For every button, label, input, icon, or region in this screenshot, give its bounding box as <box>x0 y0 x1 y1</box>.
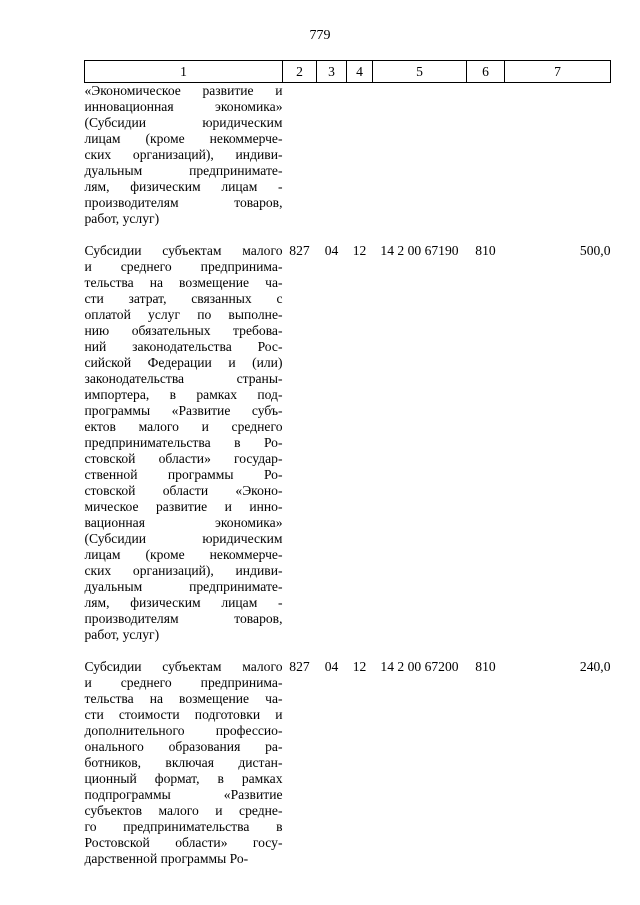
target-article-code: 14 2 00 67200 <box>380 659 459 674</box>
description-line: тельства на возмещение ча- <box>84 691 283 706</box>
expense-type-code: 810 <box>475 243 496 258</box>
description-line: дуальным предпринимате- <box>84 579 283 594</box>
description-line: стовской области» государ- <box>84 451 283 466</box>
description-line: и среднего предпринима- <box>84 675 283 690</box>
description-line: вационная экономика» <box>84 515 283 530</box>
description-line: работ, услуг) <box>84 627 160 642</box>
description-line: «Экономическое развитие и <box>84 83 283 98</box>
description-line: стовской области «Эконо- <box>84 483 283 498</box>
grbs-code: 827 <box>289 243 310 258</box>
description-line: дуальным предпринимате- <box>84 163 283 178</box>
description-line: производителям товаров, <box>84 611 283 626</box>
description-line: (Субсидии юридическим <box>84 531 283 546</box>
description-line: сти стоимости подготовки и <box>84 707 283 722</box>
description-line: оплатой услуг по выполне- <box>84 307 283 322</box>
description-line: ских организаций), индиви- <box>84 563 283 578</box>
description-line: инновационная экономика» <box>84 99 283 114</box>
subsection-code: 12 <box>352 659 367 674</box>
description-line: сийской Федерации и (или) <box>84 355 283 370</box>
description-line: ний законодательства Рос- <box>84 339 283 354</box>
table-row <box>85 83 611 244</box>
description-line: программы «Развитие субъ- <box>84 403 283 418</box>
row-description <box>85 659 283 883</box>
table-header-row <box>85 61 611 83</box>
target-article-code: 14 2 00 67190 <box>380 243 459 258</box>
table-row <box>85 659 611 883</box>
subsection-code <box>347 83 373 244</box>
row-description <box>85 243 283 659</box>
description-line: ционный формат, в рамках <box>84 771 283 786</box>
description-line: сти затрат, связанных с <box>84 291 283 306</box>
description-line: ектов малого и среднего <box>84 419 283 434</box>
grbs-code <box>283 83 317 244</box>
amount-value: 240,0 <box>579 659 611 674</box>
description-line: го предпринимательства в <box>84 819 283 834</box>
expense-type-code: 810 <box>475 659 496 674</box>
amount-value: 500,0 <box>579 243 611 258</box>
description-line: законодательства страны- <box>84 371 283 386</box>
description-line: мическое развитие и инно- <box>84 499 283 514</box>
description-line: Субсидии субъектам малого <box>84 243 283 258</box>
expense-type-code <box>467 83 505 244</box>
description-line: тельства на возмещение ча- <box>84 275 283 290</box>
row-description <box>85 83 283 244</box>
description-line: импортера, в рамках под- <box>84 387 283 402</box>
header-col-2: 2 <box>283 61 317 83</box>
budget-table <box>84 60 611 883</box>
description-line: лицам (кроме некоммерче- <box>84 131 283 146</box>
description-line: подпрограммы «Развитие <box>84 787 283 802</box>
header-col-5: 5 <box>373 61 467 83</box>
header-col-4: 4 <box>347 61 373 83</box>
description-line: ских организаций), индиви- <box>84 147 283 162</box>
header-col-6: 6 <box>467 61 505 83</box>
header-col-1: 1 <box>85 61 283 83</box>
header-col-3: 3 <box>317 61 347 83</box>
description-line: дарственной программы Ро- <box>84 851 249 866</box>
description-line: Субсидии субъектам малого <box>84 659 283 674</box>
subsection-code: 12 <box>352 243 367 258</box>
target-article-code <box>373 83 467 244</box>
section-code: 04 <box>324 243 339 258</box>
section-code: 04 <box>324 659 339 674</box>
description-line: (Субсидии юридическим <box>84 115 283 130</box>
description-line: лям, физическим лицам - <box>84 179 283 194</box>
amount-value <box>505 83 611 244</box>
description-line: нию обязательных требова- <box>84 323 283 338</box>
description-line: предпринимательства в Ро- <box>84 435 283 450</box>
page-number: 779 <box>309 28 331 43</box>
description-line: дополнительного профессио- <box>84 723 283 738</box>
description-line: ственной программы Ро- <box>84 467 283 482</box>
description-line: и среднего предпринима- <box>84 259 283 274</box>
description-line: работ, услуг) <box>84 211 160 226</box>
description-line: Ростовской области» госу- <box>84 835 283 850</box>
header-col-7: 7 <box>505 61 611 83</box>
description-line: ботников, включая дистан- <box>84 755 283 770</box>
grbs-code: 827 <box>289 659 310 674</box>
description-line: онального образования ра- <box>84 739 283 754</box>
table-row <box>85 243 611 659</box>
description-line: лицам (кроме некоммерче- <box>84 547 283 562</box>
description-line: производителям товаров, <box>84 195 283 210</box>
section-code <box>317 83 347 244</box>
description-line: субъектов малого и средне- <box>84 803 283 818</box>
description-line: лям, физическим лицам - <box>84 595 283 610</box>
